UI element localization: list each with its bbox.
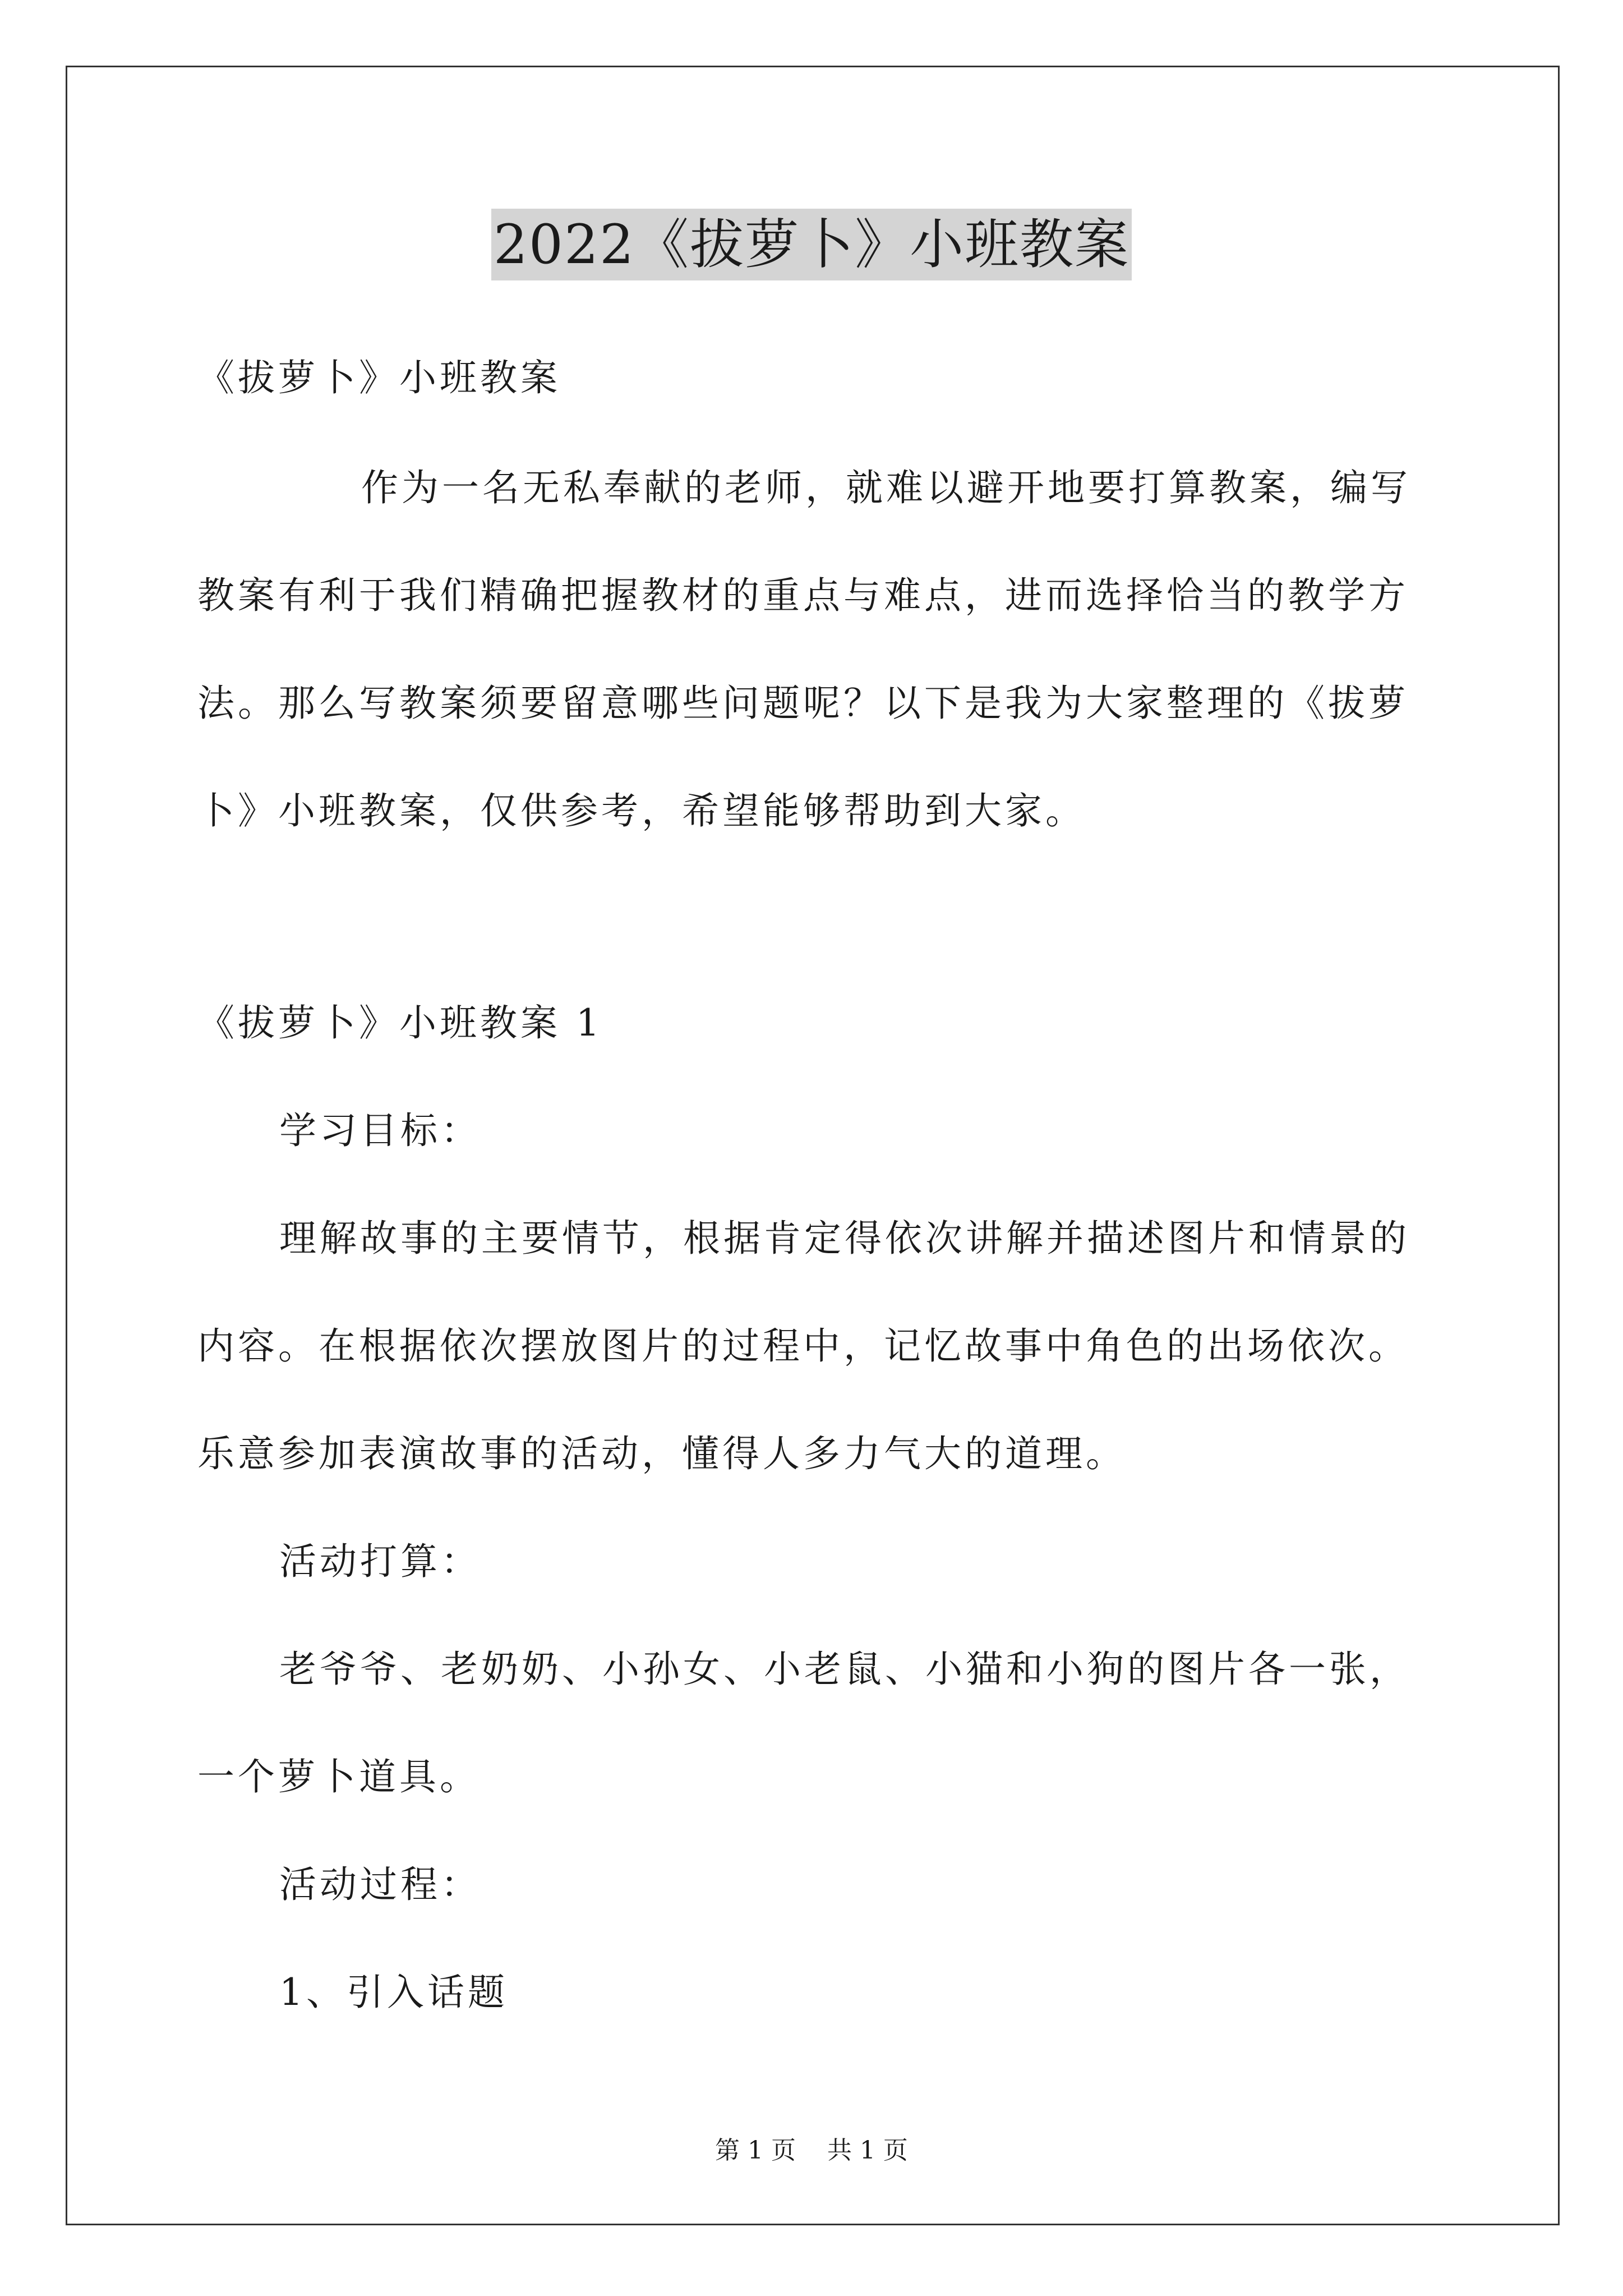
process-heading: 活动过程： (279, 1863, 481, 1906)
intro-line-3: 法。那么写教案须要留意哪些问题呢？以下是我为大家整理的《拔萝 (197, 682, 1409, 725)
subtitle: 《拔萝卜》小班教案 (197, 356, 561, 399)
prep-line-1: 老爷爷、老奶奶、小孙女、小老鼠、小猫和小狗的图片各一张， (279, 1648, 1410, 1691)
goals-line-1: 理解故事的主要情节，根据肯定得依次讲解并描述图片和情景的 (279, 1217, 1410, 1260)
intro-line-4: 卜》小班教案，仅供参考，希望能够帮助到大家。 (197, 789, 1086, 832)
document-title-container (0, 209, 1623, 280)
page-footer: 第 1 页 共 1 页 (715, 2136, 908, 2165)
goals-line-3: 乐意参加表演故事的活动，懂得人多力气大的道理。 (197, 1432, 1126, 1475)
goals-line-2: 内容。在根据依次摆放图片的过程中，记忆故事中角色的出场依次。 (197, 1324, 1409, 1368)
prep-heading: 活动打算： (279, 1540, 481, 1583)
process-step-1: 1、引入话题 (279, 1971, 508, 2014)
intro-line-1: 作为一名无私奉献的老师，就难以避开地要打算教案，编写 (361, 466, 1411, 509)
section-title: 《拔萝卜》小班教案 1 (197, 1001, 603, 1045)
prep-line-2: 一个萝卜道具。 (197, 1755, 480, 1798)
intro-line-2: 教案有利于我们精确把握教材的重点与难点，进而选择恰当的教学方 (197, 574, 1409, 617)
goals-heading: 学习目标： (279, 1109, 481, 1152)
document-title: 2022《拔萝卜》小班教案 (491, 209, 1132, 280)
